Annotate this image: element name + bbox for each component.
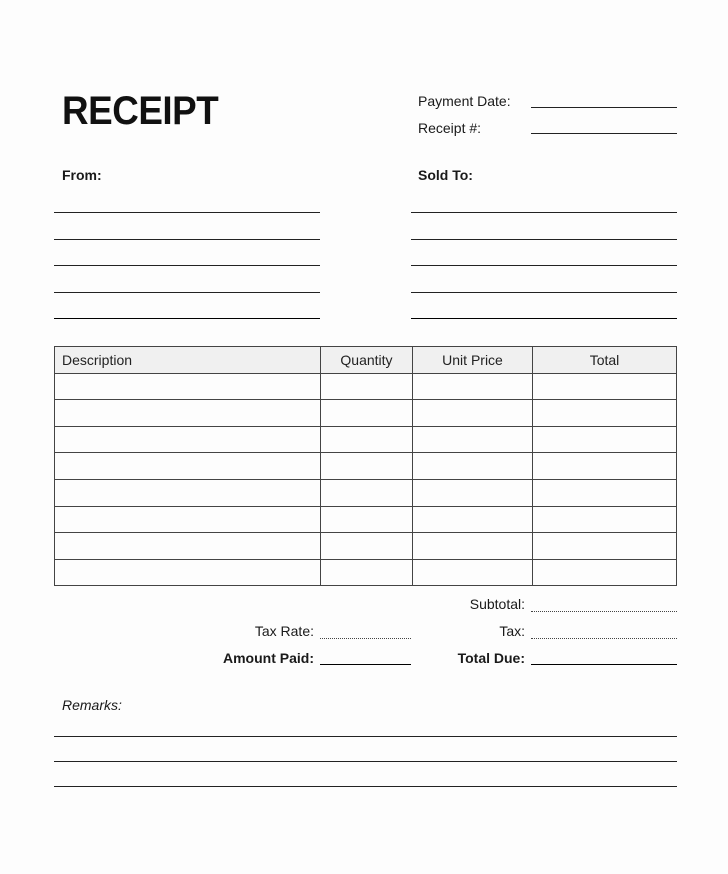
unit-price-cell[interactable] — [413, 506, 533, 533]
sold-to-line-4[interactable] — [411, 292, 677, 293]
amount-paid-label: Amount Paid: — [223, 650, 314, 666]
total-cell[interactable] — [533, 400, 677, 427]
total-due-label: Total Due: — [457, 650, 525, 666]
total-cell[interactable] — [533, 533, 677, 560]
tax-rate-field[interactable] — [320, 638, 411, 639]
from-line-3[interactable] — [54, 265, 320, 266]
quantity-cell[interactable] — [321, 400, 413, 427]
column-header-total: Total — [533, 347, 677, 374]
sold-to-line-2[interactable] — [411, 239, 677, 240]
tax-field[interactable] — [531, 638, 677, 639]
unit-price-cell[interactable] — [413, 373, 533, 400]
tax-label: Tax: — [499, 623, 525, 639]
description-cell[interactable] — [55, 373, 321, 400]
description-cell[interactable] — [55, 426, 321, 453]
description-cell[interactable] — [55, 559, 321, 586]
unit-price-cell[interactable] — [413, 533, 533, 560]
total-cell[interactable] — [533, 453, 677, 480]
remarks-line-1[interactable] — [54, 736, 677, 737]
column-header-quantity: Quantity — [321, 347, 413, 374]
sold-to-label: Sold To: — [418, 167, 473, 183]
table-row — [55, 373, 677, 400]
total-cell[interactable] — [533, 506, 677, 533]
quantity-cell[interactable] — [321, 506, 413, 533]
quantity-cell[interactable] — [321, 479, 413, 506]
table-row — [55, 506, 677, 533]
table-row — [55, 453, 677, 480]
from-label: From: — [62, 167, 102, 183]
description-cell[interactable] — [55, 506, 321, 533]
unit-price-cell[interactable] — [413, 453, 533, 480]
quantity-cell[interactable] — [321, 373, 413, 400]
sold-to-line-3[interactable] — [411, 265, 677, 266]
unit-price-cell[interactable] — [413, 400, 533, 427]
unit-price-cell[interactable] — [413, 479, 533, 506]
tax-rate-label: Tax Rate: — [254, 623, 314, 639]
table-row — [55, 559, 677, 586]
remarks-label: Remarks: — [62, 697, 122, 713]
remarks-line-2[interactable] — [54, 761, 677, 762]
unit-price-cell[interactable] — [413, 426, 533, 453]
payment-date-field[interactable] — [531, 107, 677, 108]
description-cell[interactable] — [55, 453, 321, 480]
from-line-1[interactable] — [54, 212, 320, 213]
quantity-cell[interactable] — [321, 559, 413, 586]
total-due-field[interactable] — [531, 664, 677, 665]
column-header-unit-price: Unit Price — [413, 347, 533, 374]
receipt-number-field[interactable] — [531, 133, 677, 134]
description-cell[interactable] — [55, 400, 321, 427]
description-cell[interactable] — [55, 533, 321, 560]
quantity-cell[interactable] — [321, 426, 413, 453]
from-line-4[interactable] — [54, 292, 320, 293]
receipt-title: RECEIPT — [62, 89, 219, 133]
items-table — [54, 346, 677, 586]
table-row — [55, 533, 677, 560]
table-row — [55, 400, 677, 427]
column-header-description: Description — [55, 347, 321, 374]
total-cell[interactable] — [533, 426, 677, 453]
quantity-cell[interactable] — [321, 533, 413, 560]
table-header-row — [55, 347, 677, 374]
quantity-cell[interactable] — [321, 453, 413, 480]
receipt-number-label: Receipt #: — [418, 120, 482, 136]
remarks-line-3[interactable] — [54, 786, 677, 787]
payment-date-label: Payment Date: — [418, 93, 511, 109]
table-row — [55, 426, 677, 453]
total-cell[interactable] — [533, 479, 677, 506]
table-row — [55, 479, 677, 506]
sold-to-line-1[interactable] — [411, 212, 677, 213]
from-line-2[interactable] — [54, 239, 320, 240]
subtotal-field[interactable] — [531, 611, 677, 612]
amount-paid-field[interactable] — [320, 664, 411, 665]
sold-to-line-5[interactable] — [411, 318, 677, 319]
total-cell[interactable] — [533, 559, 677, 586]
total-cell[interactable] — [533, 373, 677, 400]
unit-price-cell[interactable] — [413, 559, 533, 586]
subtotal-label: Subtotal: — [469, 596, 525, 612]
from-line-5[interactable] — [54, 318, 320, 319]
description-cell[interactable] — [55, 479, 321, 506]
